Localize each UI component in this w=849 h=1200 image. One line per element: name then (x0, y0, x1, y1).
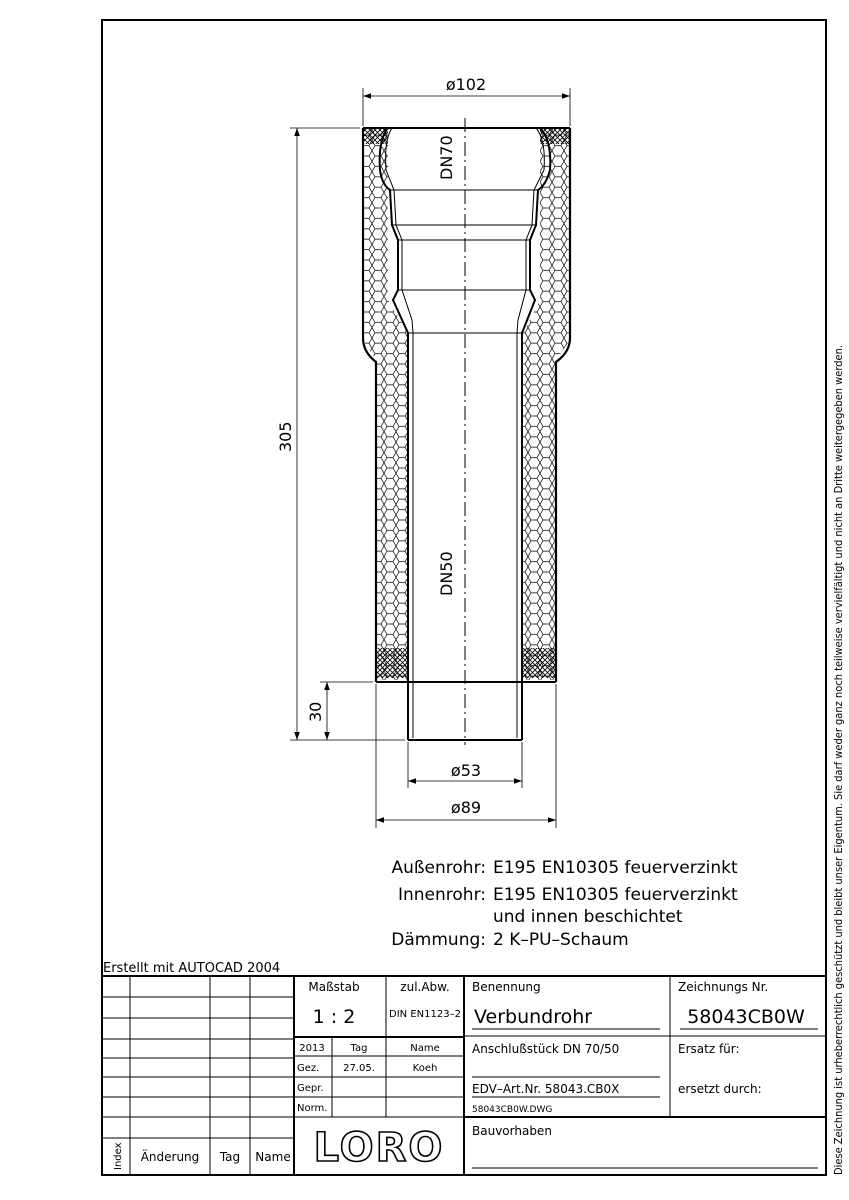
spec-insulation-value: 2 K–PU–Schaum (493, 930, 629, 950)
dim-30-text: 30 (306, 701, 325, 722)
checked-label: Gepr. (297, 1083, 324, 1094)
scale-tolerance-area (294, 976, 464, 1175)
foam-insulation (363, 128, 570, 680)
designation-value: Verbundrohr (474, 1006, 593, 1028)
norm-label: Norm. (297, 1103, 328, 1114)
replaced-by-label: ersetzt durch: (678, 1082, 762, 1096)
drawing-no-value: 58043CB0W (687, 1006, 805, 1028)
rev-name-label: Name (255, 1150, 291, 1164)
drawn-date: 27.05. (343, 1063, 375, 1074)
tolerance-value: DIN EN1123–2 (389, 1009, 461, 1020)
label-dn50: DN50 (437, 551, 456, 596)
created-with-note: Erstellt mit AUTOCAD 2004 (103, 961, 281, 976)
pipe-section (363, 118, 570, 745)
bottom-seal-left (376, 648, 408, 678)
designation-line2: Anschlußstück DN 70/50 (472, 1042, 620, 1056)
dim-53-text: ø53 (450, 761, 482, 780)
revision-table (102, 976, 294, 1175)
drawn-label: Gez. (297, 1063, 320, 1074)
spec-inner-label: Innenrohr: (397, 885, 486, 905)
spec-inner-value-2: und innen beschichtet (493, 907, 683, 927)
year: 2013 (299, 1043, 325, 1054)
title-block (102, 976, 826, 1175)
bottom-seal-right (523, 648, 556, 678)
project-label: Bauvorhaben (472, 1124, 552, 1138)
drawn-name: Koeh (412, 1063, 438, 1074)
rev-day-label: Tag (219, 1150, 241, 1164)
designation-area (464, 976, 826, 1168)
designation-label: Benennung (472, 980, 541, 994)
dim-305-text: 305 (276, 421, 295, 452)
label-dn70: DN70 (437, 135, 456, 180)
scale-label: Maßstab (308, 980, 360, 994)
rev-index-label: Index (113, 1142, 124, 1170)
drawing-no-label: Zeichnungs Nr. (678, 980, 769, 994)
dim-102-text: ø102 (445, 75, 487, 94)
file-name: 58043CB0W.DWG (472, 1105, 553, 1115)
article-number: EDV–Art.Nr. 58043.CB0X (472, 1082, 620, 1096)
spec-inner-value: E195 EN10305 feuerverzinkt (493, 885, 738, 905)
spec-outer-value: E195 EN10305 feuerverzinkt (493, 858, 738, 878)
replacement-for-label: Ersatz für: (678, 1042, 740, 1056)
spec-outer-label: Außenrohr: (391, 858, 486, 878)
loro-logo (305, 1125, 453, 1171)
day-header: Tag (350, 1043, 368, 1054)
dim-89-text: ø89 (450, 798, 482, 817)
material-specs (391, 858, 738, 950)
rev-change-label: Änderung (140, 1150, 200, 1164)
name-header: Name (410, 1043, 440, 1054)
tolerance-label: zul.Abw. (400, 980, 450, 994)
scale-value: 1 : 2 (312, 1006, 356, 1028)
logo-text: LORO (313, 1125, 445, 1171)
spec-insulation-label: Dämmung: (391, 930, 486, 950)
copyright-note: Diese Zeichnung ist urheberrechtlich geschützt und bleibt unser Eigentum. Sie darf weder ganz noch teilweise vervielfältigt und nicht an Dritte weitergegeben werden. (833, 302, 845, 1175)
